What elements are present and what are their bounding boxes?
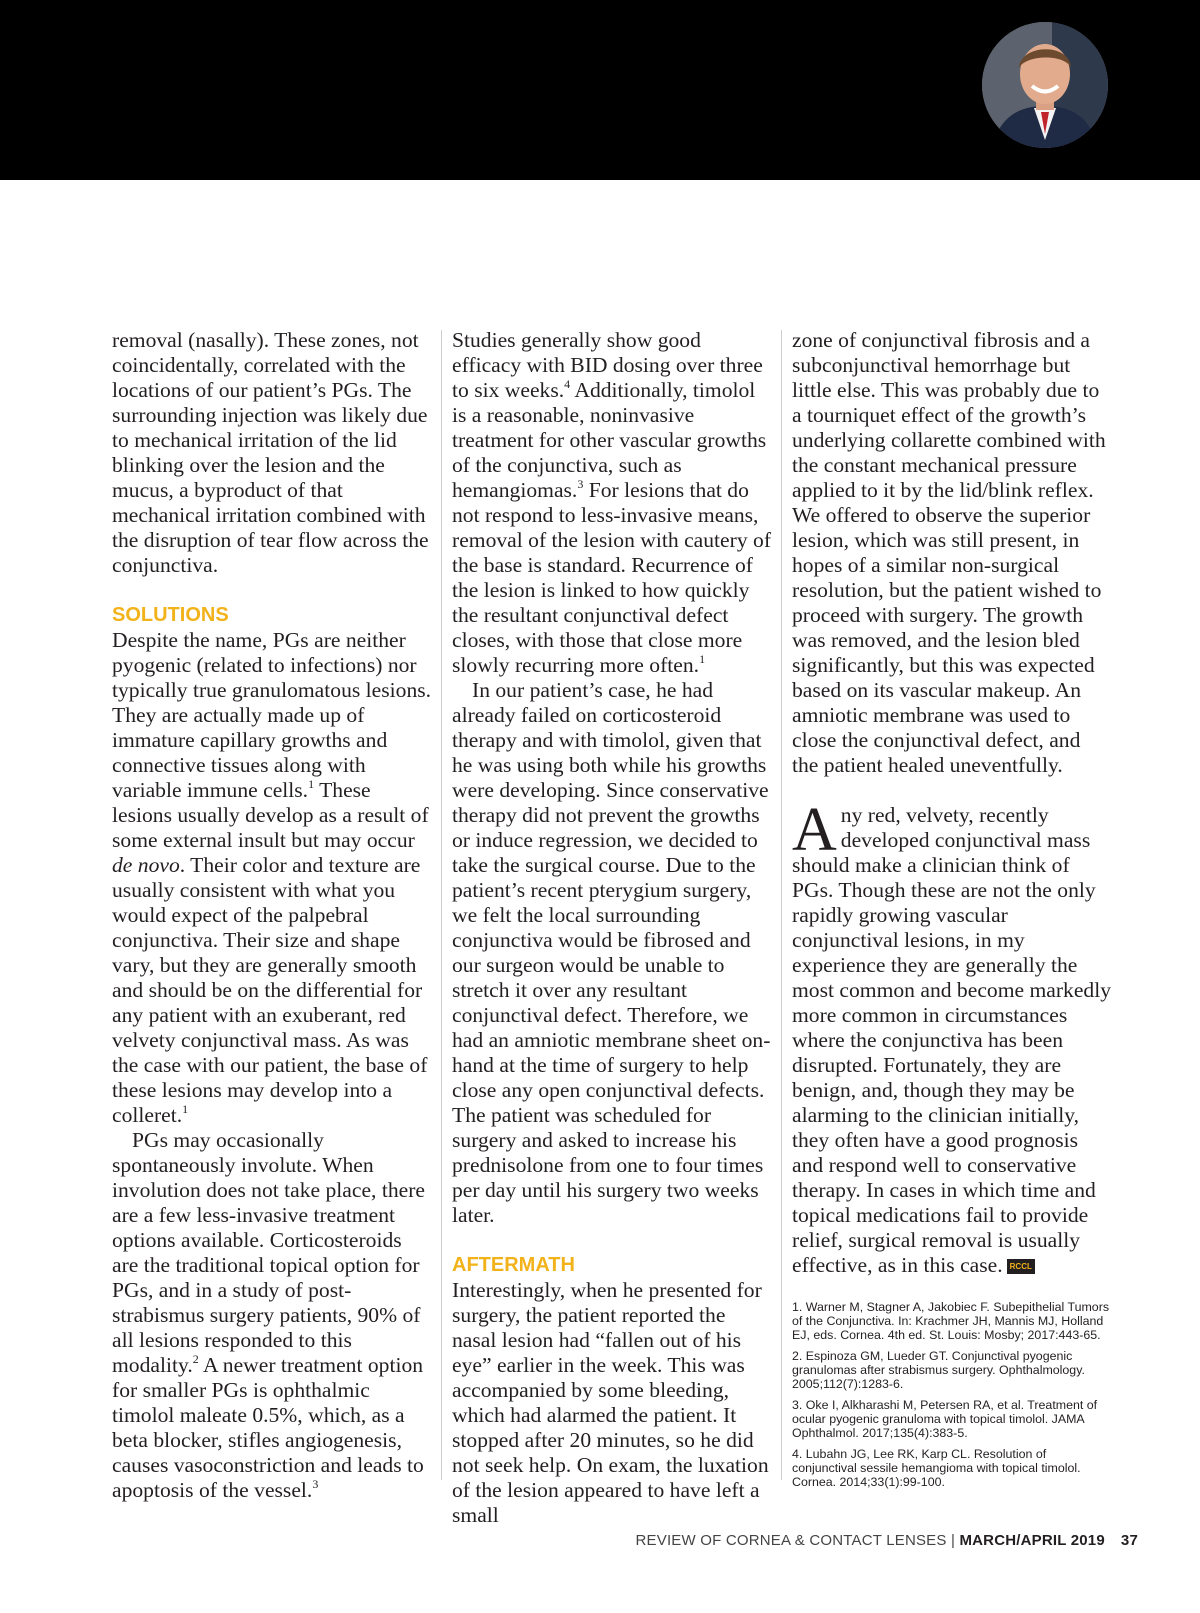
- column-rule: [781, 330, 782, 1480]
- page-number: 37: [1120, 1532, 1138, 1549]
- emphasis: de novo: [112, 853, 180, 877]
- reference-item: 3. Oke I, Alkharashi M, Petersen RA, et al. Treatment of ocular pyogenic granuloma with topical timolol. JAMA Ophthalmol. 2017;135(4):383-5.: [792, 1398, 1098, 1440]
- reference-mark: 3: [577, 477, 584, 491]
- paragraph: In our patient’s case, he had already failed on corticosteroid therapy and with timolol, given that he was using both while his growths were developing. Since conservative therapy did not prevent the growths or induce regression, we decided to take the surgical course. Due to the patient’s recent pterygium surgery, we felt the local surrounding conjunctiva would be fibrosed and our surgeon would be unable to stretch it over any resultant conjunctival defect. Therefore, we had an amniotic membrane sheet on-hand at the time of surgery to help close any open conjunctival defects. The patient was scheduled for surgery and asked to increase his prednisolone from one to four times per day until his surgery two weeks later.: [452, 678, 771, 1227]
- paragraph: removal (nasally). These zones, not coincidentally, correlated with the locations of our patient’s PGs. The surrounding injection was likely due to mechanical irritation of the lid blinking over the lesion and the mucus, a byproduct of that mechanical irritation combined with the disruption of tear flow across the conjunctiva.: [112, 328, 429, 577]
- references-list: [792, 1300, 1112, 1489]
- issue-date: MARCH/APRIL 2019: [959, 1532, 1105, 1549]
- author-photo: [982, 22, 1108, 148]
- paragraph: Interestingly, when he presented for surgery, the patient reported the nasal lesion had “fallen out of his eye” earlier in the week. This was accompanied by some bleeding, which had alarmed the patient. It stopped after 20 minutes, so he did not seek help. On exam, the luxation of the lesion appeared to have left a small: [452, 1278, 769, 1527]
- reference-item: 1. Warner M, Stagner A, Jakobiec F. Subepithelial Tumors of the Conjunctiva. In: Krachmer JH, Mannis MJ, Holland EJ, eds. Cornea. 4th ed. St. Louis: Mosby; 2017:443-65.: [792, 1300, 1110, 1342]
- column-rule: [441, 330, 442, 1480]
- section-heading-solutions: SOLUTIONS: [112, 604, 229, 626]
- reference-mark: 3: [312, 1477, 319, 1491]
- reference-mark: 1: [182, 1102, 189, 1116]
- paragraph: PGs may occasionally spontaneously involute. When involution does not take place, there are a few less-invasive treatment options available. Corticosteroids are the traditional topical option for PGs, and in a study of post-strabismus surgery patients, 90% of all lesions responded to this modality.$^2$ A newer treatment option for smaller PGs is ophthalmic timolol maleate 0.5%, which, as a beta blocker, stifles angiogenesis, causes vasoconstriction and leads to apoptosis of the vessel.$^3$: [112, 1128, 426, 1502]
- reference-mark: 1: [699, 652, 706, 666]
- reference-mark: 1: [308, 777, 315, 791]
- end-mark-icon: RCCL: [1007, 1259, 1035, 1274]
- drop-cap: A: [792, 796, 837, 864]
- reference-mark: 2: [192, 1352, 199, 1366]
- section-heading-aftermath: AFTERMATH: [452, 1254, 575, 1276]
- column-3: [792, 328, 1112, 1496]
- paragraph: Despite the name, PGs are neither pyogenic (related to infections) nor typically true granulomatous lesions. They are actually made up of immature capillary growths and connective tissues along with variable immune cells.$^1$ These lesions usually develop as a result of some external insult but may occur de novo. Their color and texture are usually consistent with what you would expect of the palpebral conjunctiva. Their size and shape vary, but they are generally smooth and should be on the differential for any patient with an exuberant, red velvety conjunctival mass. As was the case with our patient, the base of these lesions may develop into a colleret.$^1$: [112, 628, 432, 1127]
- reference-item: 4. Lubahn JG, Lee RK, Karp CL. Resolution of conjunctival sessile hemangioma with topical timolol. Cornea. 2014;33(1):99-100.: [792, 1447, 1081, 1489]
- publication-name: REVIEW OF CORNEA & CONTACT LENSES |: [635, 1532, 960, 1549]
- author-photo-icon: [982, 22, 1108, 148]
- closing-paragraph: Any red, velvety, recently developed conjunctival mass should make a clinician think of PGs. Though these are not the only rapidly growing vascular conjunctival lesions, in my experience they are generally the most common and become markedly more common in circumstances where the conjunctiva has been disrupted. Fortunately, they are benign, and, though they may be alarming to the clinician initially, they often have a good prognosis and respond well to conservative therapy. In cases in which time and topical medications fail to provide relief, surgical removal is usually effective, as in this case. RCCL: [792, 796, 1112, 1277]
- paragraph: zone of conjunctival fibrosis and a subconjunctival hemorrhage but little else. This was probably due to a tourniquet effect of the growth’s underlying collarette combined with the constant mechanical pressure applied to it by the lid/blink reflex. We offered to observe the superior lesion, which was still present, in hopes of a similar non-surgical resolution, but the patient wished to proceed with surgery. The growth was removed, and the lesion bled significantly, but this was expected based on its vascular makeup. An amniotic membrane was used to close the conjunctival defect, and the patient healed uneventfully.: [792, 328, 1106, 777]
- page-footer: [636, 1532, 1139, 1549]
- column-2: [452, 328, 772, 1528]
- column-1: [112, 328, 432, 1503]
- reference-item: 2. Espinoza GM, Lueder GT. Conjunctival pyogenic granulomas after strabismus surgery. Ophthalmology. 2005;112(7):1283-6.: [792, 1349, 1085, 1391]
- paragraph: Studies generally show good efficacy with BID dosing over three to six weeks.$^4$ Additionally, timolol is a reasonable, noninvasive treatment for other vascular growths of the conjunctiva, such as hemangiomas.$^3$ For lesions that do not respond to less-invasive means, removal of the lesion with cautery of the base is standard. Recurrence of the lesion is linked to how quickly the resultant conjunctival defect closes, with those that close more slowly recurring more often.$^1$: [452, 328, 772, 677]
- reference-mark: 4: [564, 377, 571, 391]
